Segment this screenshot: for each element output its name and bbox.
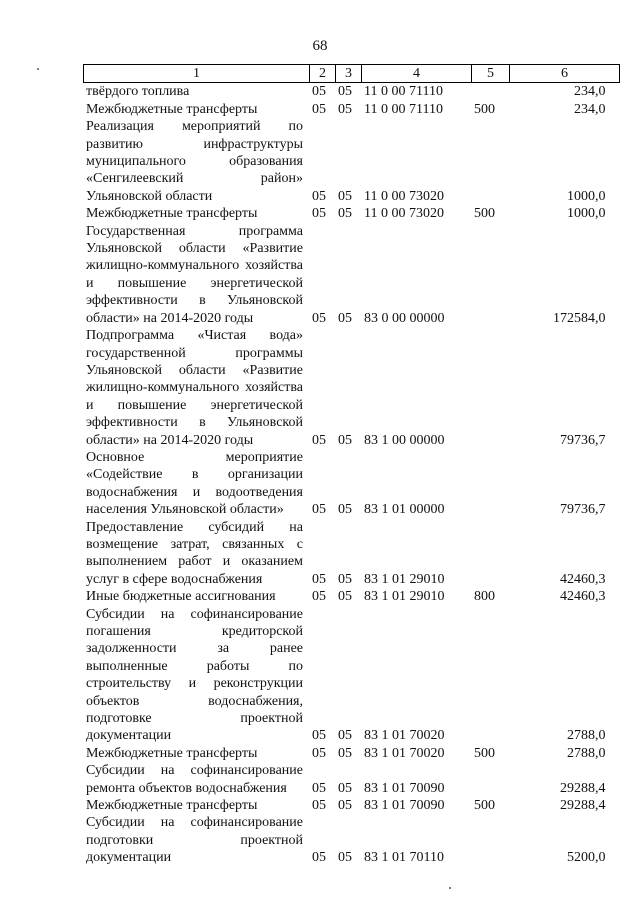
row-cell-3: 05 — [338, 571, 352, 587]
column-header: 1 — [84, 65, 310, 83]
row-cell-2: 05 — [312, 728, 326, 744]
row-cell-6: 2788,0 — [567, 745, 606, 761]
row-cell-4: 83 1 01 70020 — [364, 745, 445, 761]
row-cell-5 — [472, 83, 510, 101]
row-cell-6: 5200,0 — [567, 850, 606, 866]
table-row — [84, 797, 620, 814]
row-cell-5 — [472, 223, 510, 327]
row-cell-5 — [472, 814, 510, 866]
row-cell-3: 05 — [338, 188, 352, 204]
row-cell-6: 29288,4 — [560, 780, 606, 796]
table-row — [84, 762, 620, 797]
row-description: Государственная программа Ульяновской области «Развитие жилищно-коммунального хозяйства и повышение энергетической эффективности в Ульяновской области» на 2014-2020 годы — [86, 223, 303, 326]
row-description: Межбюджетные трансферты — [86, 745, 258, 761]
row-cell-4: 83 0 00 00000 — [364, 310, 445, 326]
row-description: Субсидии на софинансирование погашения кредиторской задолженности за ранее выполненные работы по строительству и реконструкции объектов водоснабжения, подготовке проектной документации — [86, 606, 303, 744]
row-cell-5 — [472, 327, 510, 449]
column-header: 3 — [336, 65, 362, 83]
table-row — [84, 588, 620, 605]
column-header: 6 — [510, 65, 620, 83]
row-description: Реализация мероприятий по развитию инфраструктуры муниципального образования «Сенгилеевский район» Ульяновской области — [86, 119, 303, 204]
table-header-row — [84, 65, 620, 83]
row-cell-5 — [472, 606, 510, 745]
table-row — [84, 118, 620, 205]
table-row — [84, 223, 620, 327]
row-cell-3: 05 — [338, 101, 352, 117]
row-cell-5: 500 — [474, 206, 495, 222]
row-cell-2: 05 — [312, 780, 326, 796]
row-description: Межбюджетные трансферты — [86, 798, 258, 814]
row-cell-3: 05 — [338, 310, 352, 326]
row-cell-6: 2788,0 — [567, 728, 606, 744]
row-description: твёрдого топлива — [86, 84, 190, 100]
row-cell-3: 05 — [338, 432, 352, 448]
row-cell-4: 11 0 00 71110 — [364, 84, 443, 100]
row-cell-3: 05 — [338, 780, 352, 796]
row-cell-2: 05 — [312, 432, 326, 448]
row-cell-6: 29288,4 — [560, 798, 606, 814]
row-cell-3: 05 — [338, 502, 352, 518]
row-cell-3: 05 — [338, 206, 352, 222]
row-cell-3: 05 — [338, 745, 352, 761]
table-row — [84, 745, 620, 762]
row-cell-2: 05 — [312, 188, 326, 204]
table-row — [84, 327, 620, 449]
scan-speck — [449, 887, 451, 889]
row-cell-6: 79736,7 — [560, 502, 606, 518]
row-cell-4: 83 1 01 70090 — [364, 798, 445, 814]
row-cell-5: 500 — [474, 745, 495, 761]
row-description: Субсидии на софинансирование подготовки проектной документации — [86, 815, 303, 866]
row-cell-4: 11 0 00 73020 — [364, 206, 444, 222]
row-cell-6: 234,0 — [574, 101, 606, 117]
row-cell-4: 83 1 00 00000 — [364, 432, 445, 448]
row-cell-2: 05 — [312, 502, 326, 518]
row-cell-4: 83 1 01 70110 — [364, 850, 444, 866]
row-cell-4: 11 0 00 73020 — [364, 188, 444, 204]
scan-speck — [37, 68, 39, 70]
row-cell-5 — [472, 519, 510, 589]
row-cell-5 — [472, 449, 510, 519]
row-description: Основное мероприятие «Содействие в организации водоснабжения и водоотведения населения Ульяновской области» — [86, 449, 303, 518]
row-cell-6: 42460,3 — [560, 571, 606, 587]
row-cell-4: 83 1 01 29010 — [364, 589, 445, 605]
row-cell-5: 500 — [474, 798, 495, 814]
column-header: 4 — [362, 65, 472, 83]
row-cell-5 — [472, 118, 510, 205]
table-row — [84, 519, 620, 589]
table-row — [84, 606, 620, 745]
table-row — [84, 83, 620, 101]
row-cell-3: 05 — [338, 728, 352, 744]
row-description: Предоставление субсидий на возмещение затрат, связанных с выполнением работ и оказанием услуг в сфере водоснабжения — [86, 519, 303, 587]
row-description: Межбюджетные трансферты — [86, 101, 258, 117]
row-cell-4: 83 1 01 29010 — [364, 571, 445, 587]
row-cell-5: 800 — [474, 589, 495, 605]
row-cell-6: 234,0 — [574, 84, 606, 100]
row-cell-2: 05 — [312, 745, 326, 761]
row-cell-6: 79736,7 — [560, 432, 606, 448]
row-cell-3: 05 — [338, 589, 352, 605]
column-header: 2 — [310, 65, 336, 83]
row-cell-3: 05 — [338, 798, 352, 814]
row-cell-4: 83 1 01 00000 — [364, 502, 445, 518]
row-cell-5: 500 — [474, 101, 495, 117]
row-cell-6: 172584,0 — [553, 310, 606, 326]
row-cell-5 — [472, 762, 510, 797]
row-cell-2: 05 — [312, 84, 326, 100]
row-cell-2: 05 — [312, 310, 326, 326]
row-cell-2: 05 — [312, 798, 326, 814]
row-description: Иные бюджетные ассигнования — [86, 589, 276, 605]
page-number: 68 — [312, 38, 328, 54]
row-cell-2: 05 — [312, 589, 326, 605]
budget-table — [83, 64, 620, 867]
row-cell-2: 05 — [312, 850, 326, 866]
column-header: 5 — [472, 65, 510, 83]
table-row — [84, 101, 620, 118]
row-description: Субсидии на софинансирование ремонта объектов водоснабжения — [86, 763, 303, 796]
row-description: Подпрограмма «Чистая вода» государственной программы Ульяновской области «Развитие жилищно-коммунального хозяйства и повышение энергетической эффективности в Ульяновской области» на 2014-2020 годы — [86, 328, 303, 448]
row-cell-2: 05 — [312, 101, 326, 117]
row-cell-4: 11 0 00 71110 — [364, 101, 443, 117]
row-cell-3: 05 — [338, 850, 352, 866]
row-cell-4: 83 1 01 70020 — [364, 728, 445, 744]
row-cell-2: 05 — [312, 206, 326, 222]
table-row — [84, 814, 620, 866]
row-cell-2: 05 — [312, 571, 326, 587]
row-cell-6: 1000,0 — [567, 206, 606, 222]
row-cell-6: 1000,0 — [567, 188, 606, 204]
table-row — [84, 205, 620, 222]
row-cell-6: 42460,3 — [560, 589, 606, 605]
row-cell-3: 05 — [338, 84, 352, 100]
row-description: Межбюджетные трансферты — [86, 206, 258, 222]
row-cell-4: 83 1 01 70090 — [364, 780, 445, 796]
table-row — [84, 449, 620, 519]
table-body — [84, 83, 620, 867]
